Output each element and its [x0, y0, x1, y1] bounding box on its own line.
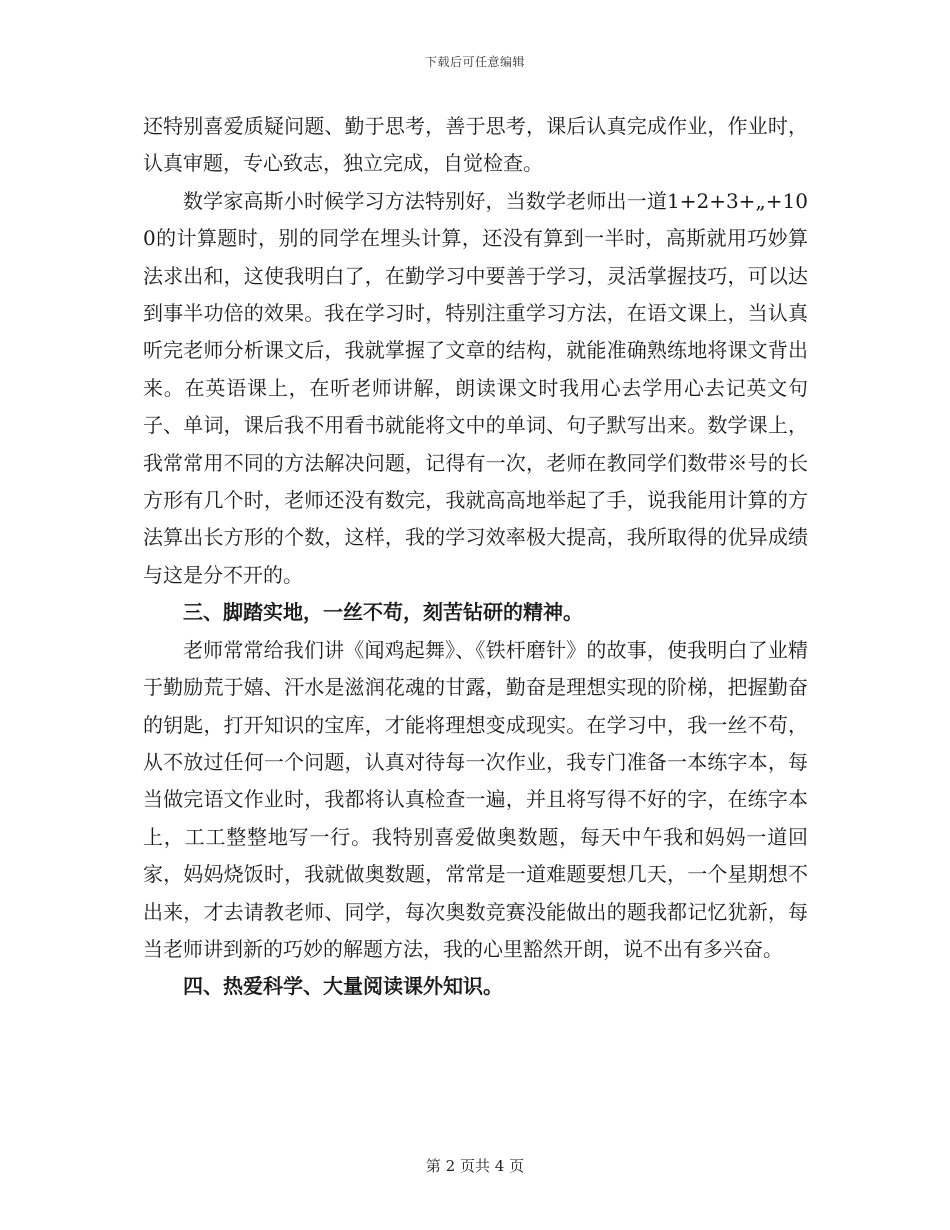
- page-header-note: 下载后可任意编辑: [424, 55, 525, 69]
- page-number: 第 2 页共 4 页: [425, 1157, 525, 1175]
- section-heading-3: 三、脚踏实地，一丝不苟，刻苦钻研的精神。: [183, 600, 583, 625]
- document-body: [143, 108, 808, 1006]
- paragraph-diligence: 老师常常给我们讲《闻鸡起舞》、《铁杆磨针》的故事，使我明白了业精于勤励荒于嬉、汗水是滋润花魂的甘露，勤奋是理想实现的阶梯，把握勤奋的钥匙，打开知识的宝库，才能将理想变成现实。在学习中，我一丝不苟，从不放过任何一个问题，认真对待每一次作业，我专门准备一本练字本，每当做完语文作业时，我都将认真检查一遍，并且将写得不好的字，在练字本上，工工整整地写一行。我特别喜爱做奥数题，每天中午我和妈妈一道回家，妈妈烧饭时，我就做奥数题，常常是一道难题要想几天，一个星期想不出来，才去请教老师、同学，每次奥数竞赛没能做出的题我都记忆犹新，每当老师讲到新的巧妙的解题方法，我的心里豁然开朗，说不出有多兴奋。: [143, 637, 808, 961]
- paragraph-continuation: 还特别喜爱质疑问题、勤于思考，善于思考，课后认真完成作业，作业时，认真审题，专心致志，独立完成，自觉检查。: [143, 114, 808, 176]
- section-heading-4: 四、热爱科学、大量阅读课外知识。: [183, 974, 503, 999]
- paragraph-gauss: 数学家高斯小时候学习方法特别好，当数学老师出一道1+2+3+„+100的计算题时，别的同学在埋头计算，还没有算到一半时，高斯就用巧妙算法求出和，这使我明白了，在勤学习中要善于学习，灵活掌握技巧，可以达到事半功倍的效果。我在学习时，特别注重学习方法，在语文课上，当认真听完老师分析课文后，我就掌握了文章的结构，就能准确熟练地将课文背出来。在英语课上，在听老师讲解，朗读课文时我用心去学用心去记英文句子、单词，课后我不用看书就能将文中的单词、句子默写出来。数学课上，我常常用不同的方法解决问题，记得有一次，老师在教同学们数带※号的长方形有几个时，老师还没有数完，我就高高地举起了手，说我能用计算的方法算出长方形的个数，这样，我的学习效率极大提高，我所取得的优异成绩与这是分不开的。: [143, 188, 808, 587]
